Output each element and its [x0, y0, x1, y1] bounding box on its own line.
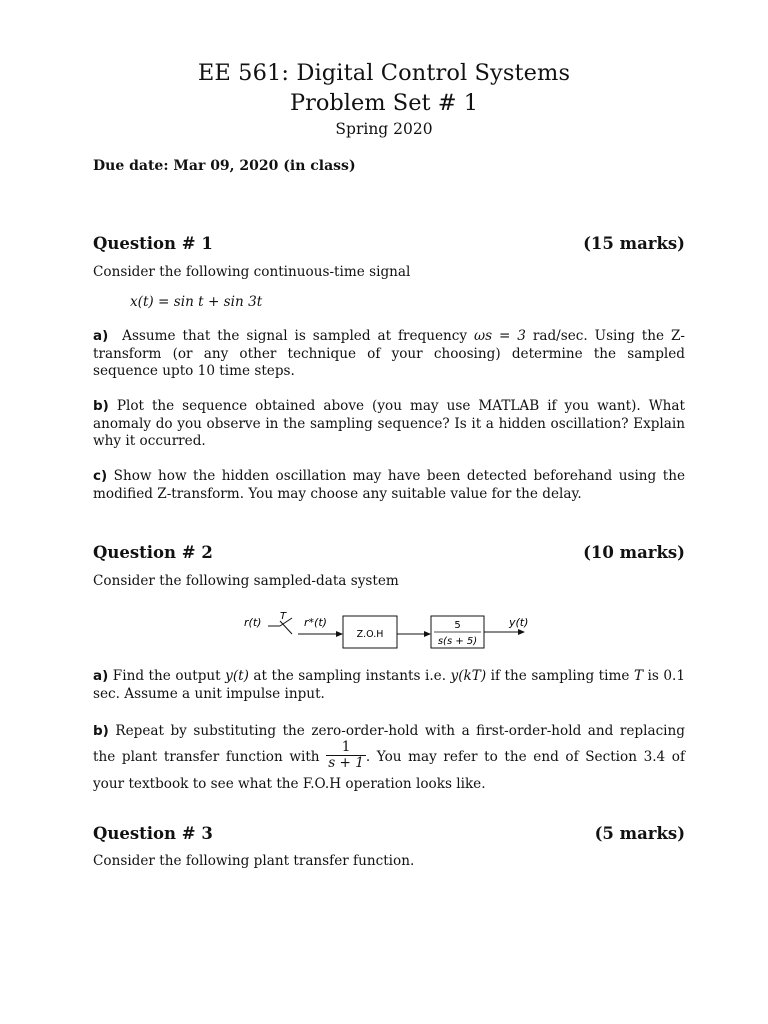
part-label: c)	[93, 468, 108, 484]
plant-denominator: s(s + 5)	[437, 636, 478, 647]
part-label: a)	[93, 668, 109, 684]
sampler-switch-arm	[280, 621, 292, 634]
part-label: a)	[93, 328, 109, 344]
problem-set-title: Problem Set # 1	[289, 90, 479, 116]
fraction-numerator: 1	[341, 739, 351, 755]
question-2-intro: Consider the following sampled-data system	[93, 573, 399, 589]
sampling-time-math: T	[633, 668, 644, 684]
question-2a	[93, 668, 685, 703]
question-1b	[93, 398, 685, 451]
question-3-marks: (5 marks)	[594, 824, 685, 843]
part-text: Find the output	[112, 668, 226, 684]
question-3-heading	[93, 824, 685, 843]
sampling-frequency-math: ωs = 3	[474, 328, 526, 344]
part-label: b)	[93, 723, 109, 739]
zoh-label: Z.O.H	[356, 629, 384, 640]
part-text: Plot the sequence obtained above (you may use MATLAB if you want). What anomaly do you observe in the sampling sequence? Is it a hidden oscillation? Explain why it occurred.	[93, 398, 685, 449]
part-text: if the sampling time	[486, 668, 634, 684]
sampled-signal-label: r*(t)	[304, 616, 327, 629]
plant-numerator: 5	[454, 620, 461, 631]
part-text: Repeat by substituting the zero-order-hold with a first-order-hold and replacing the plant transfer function with	[93, 723, 685, 765]
input-label: r(t)	[244, 616, 262, 629]
block-diagram	[0, 608, 768, 658]
question-2-marks: (10 marks)	[583, 543, 685, 562]
question-3-intro: Consider the following plant transfer function.	[93, 853, 415, 869]
question-3-title: Question # 3	[93, 824, 213, 843]
question-1-marks: (15 marks)	[583, 234, 685, 253]
part-text: at the sampling instants i.e.	[248, 668, 451, 684]
question-2-title: Question # 2	[93, 543, 213, 562]
due-date: Due date: Mar 09, 2020 (in class)	[93, 158, 356, 174]
sampler-period-label: T	[280, 611, 287, 622]
question-1-heading	[93, 234, 685, 253]
output-label: y(t)	[509, 616, 529, 629]
part-label: b)	[93, 398, 109, 414]
signal-equation: x(t) = sin t + sin 3t	[130, 294, 263, 310]
part-text: . You may refer to the end of Section 3.4 of your textbook to see what the F.O.H operation looks like.	[93, 749, 686, 792]
sampled-output-math: y(kT)	[450, 668, 487, 684]
question-1-intro: Consider the following continuous-time signal	[93, 264, 411, 280]
question-2b	[93, 720, 685, 795]
fraction-denominator: s + 1	[328, 755, 364, 771]
question-1-title: Question # 1	[93, 234, 213, 253]
part-text: is 0.1 sec. Assume a unit impulse input.	[93, 668, 685, 702]
question-1c	[93, 468, 685, 503]
question-1a	[93, 328, 685, 381]
question-2-heading	[93, 543, 685, 562]
part-text: Show how the hidden oscillation may have been detected beforehand using the modified Z-transform. You may choose any suitable value for the delay.	[93, 468, 685, 502]
document-title: EE 561: Digital Control Systems	[197, 60, 571, 86]
term-label: Spring 2020	[335, 120, 433, 138]
part-text: rad/sec. Using the Z-transform (or any other technique of your choosing) determine the sampled sequence upto 10 time steps.	[93, 328, 685, 379]
part-text: Assume that the signal is sampled at frequency	[122, 328, 474, 344]
output-math: y(t)	[225, 668, 249, 684]
transfer-function-fraction	[326, 740, 366, 771]
